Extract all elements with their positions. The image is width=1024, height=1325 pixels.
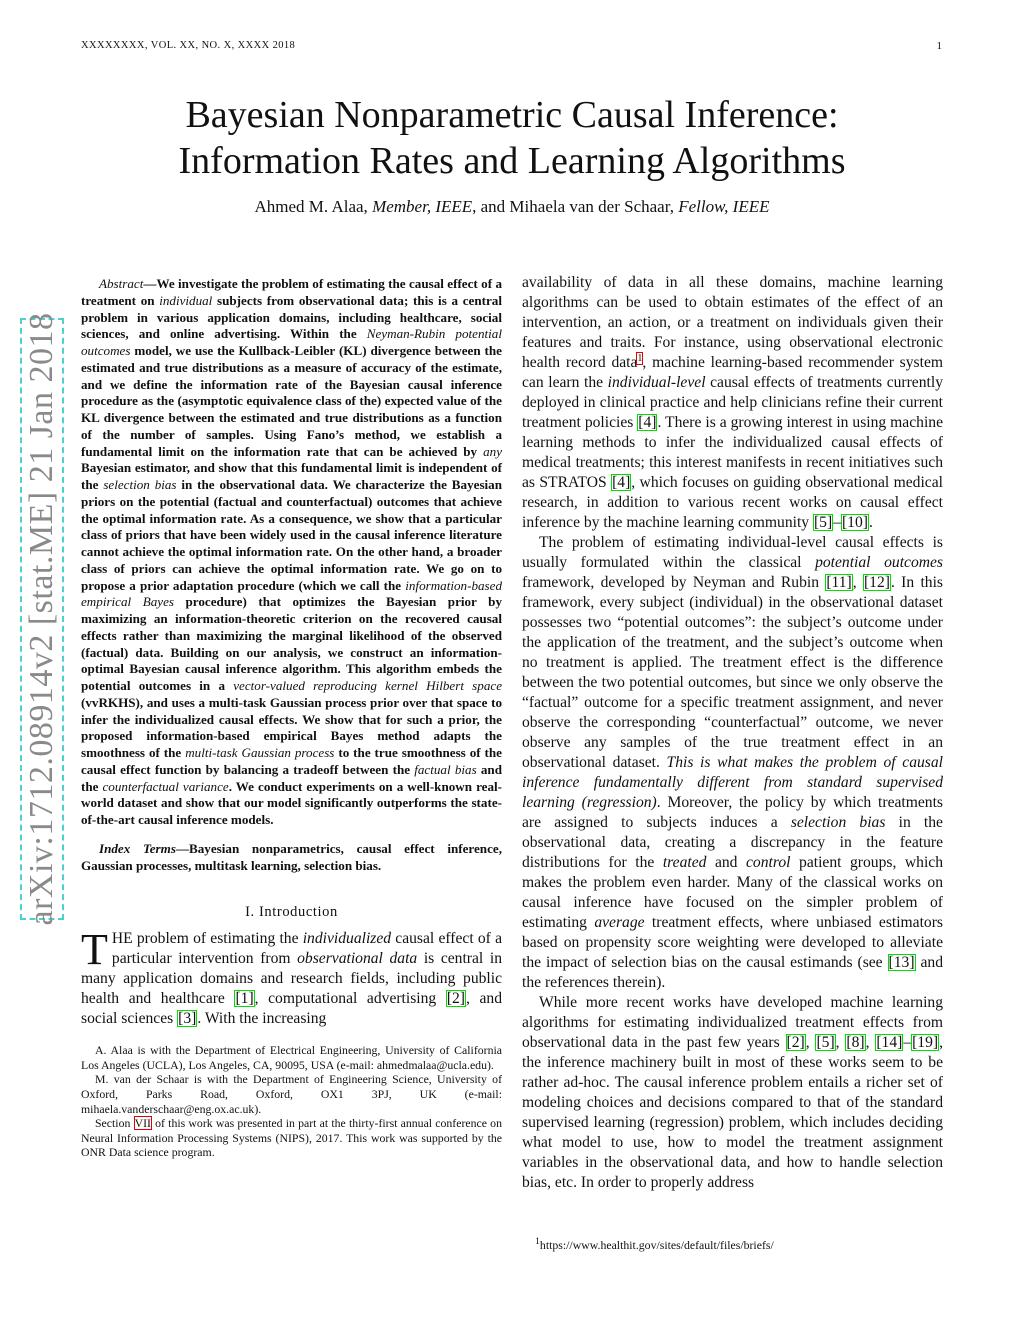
page-number: 1 [936,40,942,52]
body-text: – [833,514,841,531]
body-emphasis: control [746,854,791,871]
right-column [522,273,943,1193]
abstract-text: . We conduct experiments on a well-known real-world dataset and show that our model significantly outperforms the state-of-the-art causal inference models. [81,778,502,827]
citation-link[interactable]: [8] [846,1034,865,1051]
body-text: causal effects of treatments currently deployed in clinical practice and help clinicians refine their current treatment policies [522,374,943,431]
abstract-label: Abstract [99,276,144,291]
body-text: availability of data in all these domains, machine learning algorithms can be used to obtain estimates of the effect of an intervention, an action, or a treatment on individuals given their features and traits. For instance, using observational electronic health record data [522,274,943,371]
abstract-text: to the true smoothness of the causal effect function by balancing a tradeoff between the [81,745,502,777]
body-emphasis: This is what makes the problem of causal inference fundamentally different from standard supervised learning (regression) [522,754,943,811]
author-2-role: Fellow, IEEE [678,197,770,216]
body-text: treatment effects, where unbiased estimators based on propensity score weighting were developed to alleviate the impact of selection bias on the causal estimands (see [522,914,943,971]
author-1-role: Member, IEEE [372,197,473,216]
author-line [0,197,1024,217]
body-text: , [852,574,863,591]
body-text: is central in many application domains and research fields, including public health and healthcare [81,950,502,1008]
abstract-text: (vvRKHS), and uses a multi-task Gaussian process prior over that space to infer the individualized causal effects. We show that for such a prior, the proposed information-based empirical Bayes method adapts the smoothness of the [81,694,502,760]
abstract-emphasis: individual [159,292,213,308]
running-header: XXXXXXXX, VOL. XX, NO. X, XXXX 2018 [81,40,296,51]
abstract-text: Bayesian estimator, and show that this fundamental limit is independent of the [81,460,502,492]
body-paragraph-3 [522,993,943,1193]
abstract-text: and the [81,761,502,794]
body-emphasis: selection bias [790,814,886,831]
body-text: framework, developed by Neyman and Rubin [522,574,826,591]
footnote-url-mark: 1 [535,1236,540,1247]
abstract-text: model, we use the Kullback-Leibler (KL) divergence between the estimated and true distributions as a measure of accuracy of the estimate, and we define the information rate of the Bayesian causal inference procedure as the (asymptotic equivalence class of the) expected value of the KL divergence between the estimated and true distributions as a function of the number of samples. Using Fano’s method, we establish a fundamental limit on the information rate that can be achieved by [81,343,502,459]
citation-link[interactable]: [4] [638,414,657,431]
footnote-text: Section [95,1116,134,1131]
body-text: , and social sciences [81,990,503,1028]
body-text: While more recent works have developed machine learning algorithms for estimating individualized treatment effects from observational data in the past few years [522,994,943,1051]
body-emphasis: potential outcomes [815,554,943,571]
author-conjunction: , and Mihaela van der Schaar, [472,197,674,216]
abstract-emphasis: any [483,443,502,459]
abstract-text: —We investigate the problem of estimating the causal effect of a treatment on [81,276,502,308]
body-text: . There is a growing interest in using machine learning methods to infer the individualized causal effects of medical treatments; this interest manifests in recent initiatives such as STRATOS [522,414,943,491]
abstract [81,276,502,829]
body-text: , [865,1034,876,1051]
arxiv-stamp[interactable] [20,312,64,926]
body-text: patient groups, which makes the problem even harder. Many of the classical works on causal inference have focused on the simpler problem of estimating [522,854,943,931]
body-text: – [903,1034,912,1051]
section-link[interactable]: VII [134,1116,151,1131]
citation-link[interactable]: [1] [235,990,254,1008]
body-paragraph-1 [522,273,943,533]
body-text: The problem of estimating individual-level causal effects is usually formulated within the classical [522,534,943,571]
citation-link[interactable]: [2] [786,1034,805,1051]
index-terms-label: Index Terms [99,840,176,856]
body-text: and the references therein). [522,954,943,991]
body-text: causal effect of a particular intervention from [111,930,503,968]
citation-link[interactable]: [19] [912,1034,939,1051]
body-text: . In this framework, every subject (individual) in the observational dataset possesses two “potential outcomes”: the subject’s outcome under the application of the treatment, and the subject’s outcome when no treatment is applied. The treatment effect is the difference between the two potential outcomes, but since we only observe the “factual” outcome for a specific treatment assignment, and never observe the corresponding “counterfactual” outcome, we never observe any samples of the true treatment effect in an observational dataset. [522,574,944,771]
body-text: HE problem of estimating the [111,930,303,948]
body-text: , [805,1034,816,1051]
abstract-emphasis: counterfactual variance [102,778,229,794]
body-text: , [835,1034,846,1051]
index-terms [81,841,502,875]
index-terms-text: —Bayesian nonparametrics, causal effect inference, Gaussian processes, multitask learning, selection bias. [81,840,502,873]
author-1-name: Ahmed M. Alaa, [254,197,368,216]
drop-cap: T [81,925,108,975]
body-emphasis: individual-level [607,374,706,391]
body-paragraph-2 [522,533,943,993]
body-text: in the observational data, creating a discrepancy in the feature distributions for the [522,814,943,871]
citation-link[interactable]: [11] [826,574,852,591]
body-emphasis: treated [662,854,707,871]
footnote-marker[interactable]: 1 [637,352,643,364]
footnote-conference [81,1116,502,1160]
citation-link[interactable]: [4] [612,474,631,491]
body-emphasis: individualized [302,930,392,948]
title-line-1: Bayesian Nonparametric Causal Inference: [185,94,839,136]
footnote-url [535,1236,774,1253]
paper-title [0,92,1024,184]
abstract-text: in the observational data. We characterize the Bayesian priors on the potential (factual and counterfactual) outcomes that achieve the optimal information rate. As a consequence, we show that a particular class of priors that have been widely used in the causal inference literature cannot achieve the optimal information rate. On the other hand, a broader class of priors can achieve the optimal information rate. We go on to propose a prior adaptation procedure (which we call the [81,477,503,593]
citation-link[interactable]: [13] [888,954,915,971]
abstract-emphasis: vector-valued reproducing kernel Hilbert space [233,678,502,693]
abstract-emphasis: Neyman-Rubin potential outcomes [81,326,502,358]
title-line-2: Information Rates and Learning Algorithms [178,140,846,182]
citation-link[interactable]: [14] [876,1034,903,1051]
citation-link[interactable]: [5] [813,514,833,531]
arxiv-stamp-text: arXiv:1712.08914v2 [stat.ME] 21 Jan 2018 [23,312,60,926]
abstract-emphasis: selection bias [103,477,177,492]
abstract-emphasis: information-based empirical Bayes [81,577,502,610]
body-text: , machine learning-based recommender system can learn the [522,354,943,391]
footnote-text: of this work was presented in part at the thirty-first annual conference on Neural Information Processing Systems (NIPS), 2017. This work was supported by the ONR Data science program. [81,1116,502,1160]
abstract-text: subjects from observational data; this is a central problem in various application domains, including healthcare, social sciences, and online advertising. Within the [81,292,502,342]
section-heading-introduction: I. Introduction [245,904,338,921]
intro-paragraph-1 [81,925,503,1029]
abstract-text: procedure) that optimizes the Bayesian prior by maximizing an information-theoretic criterion on the recovered causal effects rather than maximizing the marginal likelihood of the observed (factual) data. Building on our analysis, we construct an information-optimal Bayesian causal inference algorithm. This algorithm embeds the potential outcomes in a [81,594,502,693]
body-text: . Moreover, the policy by which treatments are assigned to subjects induces a [522,794,943,831]
body-text: , computational advertising [254,990,446,1008]
left-column [81,276,502,1160]
citation-link[interactable]: [5] [816,1034,835,1051]
abstract-emphasis: factual bias [414,761,477,777]
citation-link[interactable]: [12] [863,574,890,591]
body-text: , the inference machinery built in most of these works seem to be rather ad-hoc. The causal inference problem entails a richer set of modeling choices and decisions compared to that of the standard supervised learning (regression) problem, which includes deciding what model to use, how to model the treatment assignment variables in the observational data, and how to handle selection bias, etc. In order to properly address [522,1034,943,1191]
citation-link[interactable]: [10] [841,514,868,531]
body-emphasis: observational data [297,950,418,968]
body-text: and [706,854,747,871]
citation-link[interactable]: [2] [446,990,465,1008]
footnote-affiliation-2: M. van der Schaar is with the Department of Engineering Science, University of Oxford, Parks Road, Oxford, OX1 3PJ, UK (e-mail: mihaela.vanderschaar@eng.ox.ac.uk). [81,1072,502,1116]
citation-link[interactable]: [3] [178,1010,197,1028]
body-text: . With the increasing [197,1010,327,1028]
body-emphasis: average [594,914,645,931]
body-text: . [868,514,873,531]
footnote-url-link[interactable]: https://www.healthit.gov/sites/default/files/briefs/ [539,1237,774,1252]
footnote-affiliation-1: A. Alaa is with the Department of Electrical Engineering, University of California Los Angeles (UCLA), Los Angeles, CA, 90095, USA (e-mail: ahmedmalaa@ucla.edu). [81,1043,502,1072]
abstract-emphasis: multi-task Gaussian process [185,745,335,760]
body-text: , which focuses on guiding observational medical research, in addition to various recent works on causal effect inference by the machine learning community [522,474,943,531]
